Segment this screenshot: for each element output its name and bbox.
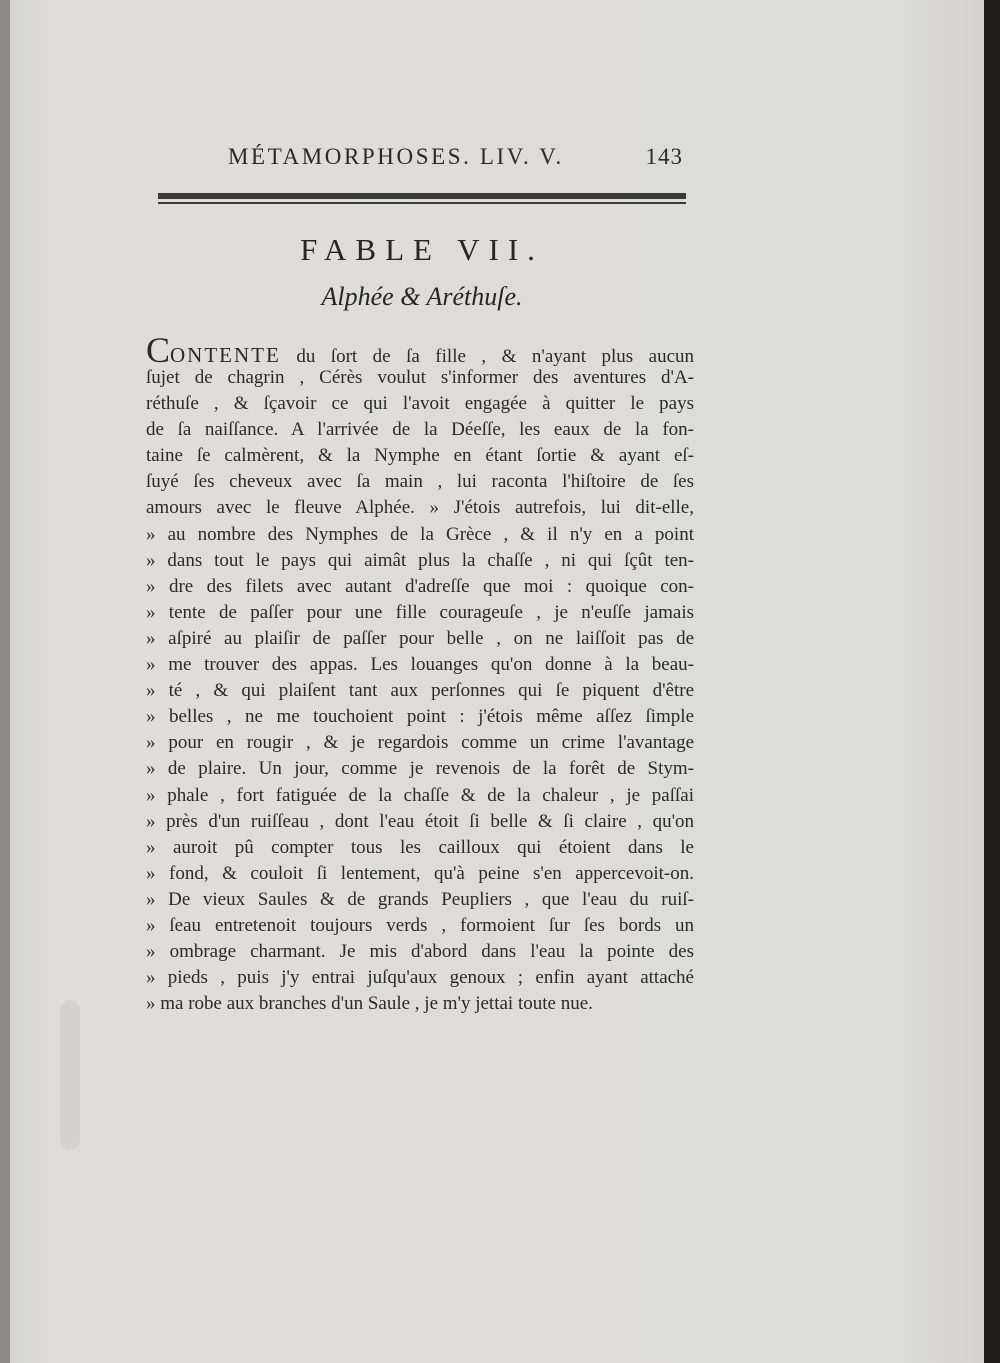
- text-line: » fond, & couloit ſi lentement, qu'à peine s'en appercevoit-on.: [146, 862, 694, 884]
- text-line: » au nombre des Nymphes de la Grèce , & il n'y en a point: [146, 523, 694, 545]
- text-line: » phale , fort fatiguée de la chaſſe & de la chaleur , je paſſai: [146, 784, 694, 806]
- text-line: » tente de paſſer pour une fille courageuſe , je n'euſſe jamais: [146, 601, 694, 623]
- fable-title: FABLE VII.: [300, 232, 544, 267]
- text-line: » ſeau entretenoit toujours verds , formoient ſur ſes bords un: [146, 914, 694, 936]
- body-text: [146, 330, 694, 1017]
- page-number: 143: [645, 144, 683, 169]
- text-line: » pour en rougir , & je regardois comme un crime l'avantage: [146, 732, 694, 754]
- first-word: ONTENTE: [170, 343, 281, 367]
- text-line: » près d'un ruiſſeau , dont l'eau étoit ſi belle & ſi claire , qu'on: [146, 810, 694, 832]
- paper-stain: [60, 1000, 80, 1150]
- dropcap: C: [146, 330, 171, 370]
- header-rule: [158, 193, 686, 205]
- text-line: » dre des filets avec autant d'adreſſe que moi : quoique con-: [146, 575, 694, 597]
- text-line: » té , & qui plaiſent tant aux perſonnes qui ſe piquent d'être: [146, 680, 694, 702]
- running-title: MÉTAMORPHOSES. LIV. V.: [228, 144, 564, 169]
- text-line-content: du ſort de ſa fille , & n'ayant plus aucun: [280, 346, 694, 367]
- text-line: » belles , ne me touchoient point : j'étois même aſſez ſimple: [146, 706, 694, 728]
- text-line: » aſpiré au plaiſir de paſſer pour belle , on ne laiſſoit pas de: [146, 627, 694, 649]
- text-line: amours avec le fleuve Alphée. » J'étois autrefois, lui dit-elle,: [146, 497, 694, 519]
- text-line: de ſa naiſſance. A l'arrivée de la Déeſſe, les eaux de la fon-: [146, 419, 694, 441]
- text-line: » dans tout le pays qui aimât plus la chaſſe , ni qui ſçût ten-: [146, 549, 694, 571]
- rule-thick-line: [158, 193, 686, 199]
- text-line: » auroit pû compter tous les cailloux qui étoient dans le: [146, 836, 694, 858]
- text-line: taine ſe calmèrent, & la Nymphe en étant ſortie & ayant eſ-: [146, 445, 694, 467]
- running-header: [228, 144, 683, 178]
- text-line: » me trouver des appas. Les louanges qu'on donne à la beau-: [146, 654, 694, 676]
- rule-thin-line: [158, 202, 686, 204]
- text-line: » pieds , puis j'y entrai juſqu'aux genoux ; enfin ayant attaché: [146, 967, 694, 989]
- text-line: » de plaire. Un jour, comme je revenois de la forêt de Stym-: [146, 758, 694, 780]
- text-line: réthuſe , & ſçavoir ce qui l'avoit engagée à quitter le pays: [146, 393, 694, 415]
- text-line: » ombrage charmant. Je mis d'abord dans l'eau la pointe des: [146, 941, 694, 963]
- text-line: ſuyé ſes cheveux avec ſa main , lui raconta l'hiſtoire de ſes: [146, 471, 694, 493]
- text-line: » De vieux Saules & de grands Peupliers , que l'eau du ruiſ-: [146, 888, 694, 910]
- page-edge: [984, 0, 1000, 1363]
- text-line: [146, 330, 694, 370]
- fable-subtitle: Alphée & Aréthuſe.: [321, 282, 523, 311]
- binding-gutter: [0, 0, 10, 1363]
- text-line: » ma robe aux branches d'un Saule , je m'y jettai toute nue.: [146, 993, 593, 1015]
- text-line: ſujet de chagrin , Cérès voulut s'informer des aventures d'A-: [146, 367, 694, 388]
